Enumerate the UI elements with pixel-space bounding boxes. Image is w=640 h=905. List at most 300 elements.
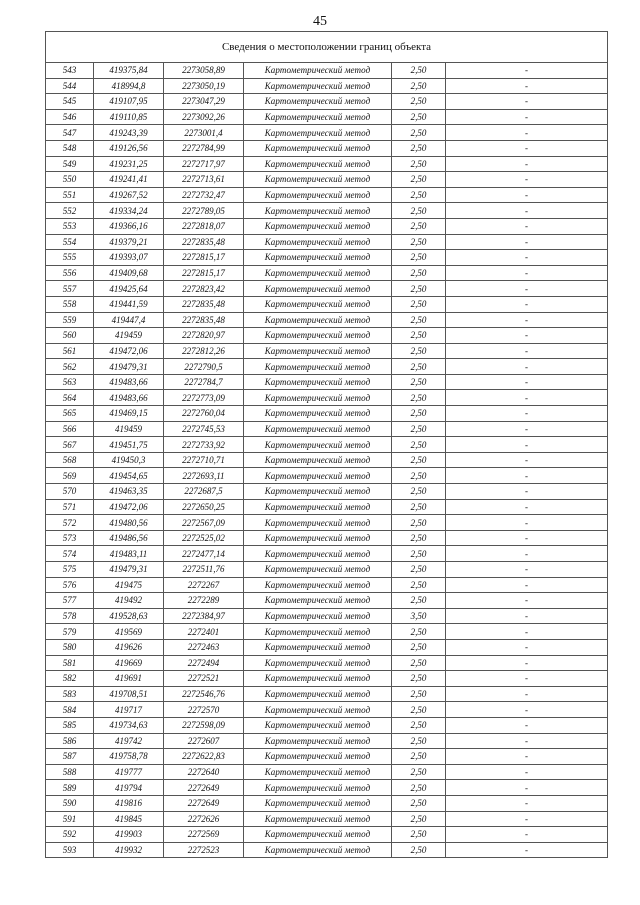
y-coordinate-cell: 2272760,04 [164, 406, 244, 422]
point-number-cell: 564 [46, 390, 94, 406]
point-number-cell: 555 [46, 250, 94, 266]
x-coordinate-cell: 419758,78 [94, 749, 164, 765]
accuracy-cell: 2,50 [392, 655, 446, 671]
accuracy-cell: 2,50 [392, 328, 446, 344]
table-row [46, 94, 608, 110]
point-number-cell: 563 [46, 374, 94, 390]
x-coordinate-cell: 419451,75 [94, 437, 164, 453]
description-cell: - [446, 359, 608, 375]
method-cell: Картометрический метод [244, 203, 392, 219]
x-coordinate-cell: 419492 [94, 593, 164, 609]
method-cell: Картометрический метод [244, 172, 392, 188]
description-cell: - [446, 671, 608, 687]
table-row [46, 468, 608, 484]
x-coordinate-cell: 419441,59 [94, 296, 164, 312]
method-cell: Картометрический метод [244, 811, 392, 827]
point-number-cell: 557 [46, 281, 94, 297]
accuracy-cell: 2,50 [392, 437, 446, 453]
accuracy-cell: 2,50 [392, 530, 446, 546]
description-cell: - [446, 717, 608, 733]
x-coordinate-cell: 419669 [94, 655, 164, 671]
x-coordinate-cell: 419366,16 [94, 218, 164, 234]
point-number-cell: 565 [46, 406, 94, 422]
x-coordinate-cell: 419816 [94, 795, 164, 811]
method-cell: Картометрический метод [244, 234, 392, 250]
y-coordinate-cell: 2272494 [164, 655, 244, 671]
description-cell: - [446, 733, 608, 749]
table-row [46, 125, 608, 141]
point-number-cell: 593 [46, 842, 94, 858]
description-cell: - [446, 265, 608, 281]
method-cell: Картометрический метод [244, 686, 392, 702]
table-row [46, 624, 608, 640]
method-cell: Картометрический метод [244, 546, 392, 562]
description-cell: - [446, 484, 608, 500]
y-coordinate-cell: 2272745,53 [164, 421, 244, 437]
point-number-cell: 584 [46, 702, 94, 718]
accuracy-cell: 2,50 [392, 281, 446, 297]
x-coordinate-cell: 419334,24 [94, 203, 164, 219]
accuracy-cell: 2,50 [392, 250, 446, 266]
table-row [46, 452, 608, 468]
y-coordinate-cell: 2273058,89 [164, 63, 244, 79]
x-coordinate-cell: 418994,8 [94, 78, 164, 94]
accuracy-cell: 2,50 [392, 172, 446, 188]
description-cell: - [446, 842, 608, 858]
description-cell: - [446, 811, 608, 827]
y-coordinate-cell: 2273050,19 [164, 78, 244, 94]
accuracy-cell: 2,50 [392, 593, 446, 609]
x-coordinate-cell: 419126,56 [94, 140, 164, 156]
accuracy-cell: 2,50 [392, 795, 446, 811]
point-number-cell: 546 [46, 109, 94, 125]
description-cell: - [446, 203, 608, 219]
accuracy-cell: 2,50 [392, 312, 446, 328]
table-row [46, 250, 608, 266]
x-coordinate-cell: 419932 [94, 842, 164, 858]
table-row [46, 749, 608, 765]
y-coordinate-cell: 2272823,42 [164, 281, 244, 297]
table-row [46, 717, 608, 733]
y-coordinate-cell: 2272789,05 [164, 203, 244, 219]
x-coordinate-cell: 419472,06 [94, 343, 164, 359]
description-cell: - [446, 624, 608, 640]
y-coordinate-cell: 2272626 [164, 811, 244, 827]
x-coordinate-cell: 419626 [94, 639, 164, 655]
description-cell: - [446, 125, 608, 141]
table-row [46, 515, 608, 531]
table-row [46, 811, 608, 827]
method-cell: Картометрический метод [244, 499, 392, 515]
accuracy-cell: 2,50 [392, 764, 446, 780]
method-cell: Картометрический метод [244, 312, 392, 328]
method-cell: Картометрический метод [244, 452, 392, 468]
table-row [46, 265, 608, 281]
description-cell: - [446, 94, 608, 110]
x-coordinate-cell: 419425,64 [94, 281, 164, 297]
method-cell: Картометрический метод [244, 218, 392, 234]
accuracy-cell: 2,50 [392, 203, 446, 219]
table-row [46, 296, 608, 312]
x-coordinate-cell: 419107,95 [94, 94, 164, 110]
point-number-cell: 588 [46, 764, 94, 780]
y-coordinate-cell: 2272569 [164, 827, 244, 843]
y-coordinate-cell: 2272815,17 [164, 265, 244, 281]
method-cell: Картометрический метод [244, 328, 392, 344]
point-number-cell: 554 [46, 234, 94, 250]
table-row [46, 686, 608, 702]
accuracy-cell: 2,50 [392, 359, 446, 375]
point-number-cell: 556 [46, 265, 94, 281]
point-number-cell: 572 [46, 515, 94, 531]
point-number-cell: 577 [46, 593, 94, 609]
y-coordinate-cell: 2272713,61 [164, 172, 244, 188]
method-cell: Картометрический метод [244, 359, 392, 375]
x-coordinate-cell: 419734,63 [94, 717, 164, 733]
accuracy-cell: 2,50 [392, 390, 446, 406]
y-coordinate-cell: 2272649 [164, 795, 244, 811]
point-number-cell: 581 [46, 655, 94, 671]
method-cell: Картометрический метод [244, 390, 392, 406]
accuracy-cell: 2,50 [392, 562, 446, 578]
x-coordinate-cell: 419569 [94, 624, 164, 640]
point-number-cell: 586 [46, 733, 94, 749]
x-coordinate-cell: 419409,68 [94, 265, 164, 281]
table-row [46, 359, 608, 375]
point-number-cell: 553 [46, 218, 94, 234]
method-cell: Картометрический метод [244, 94, 392, 110]
y-coordinate-cell: 2272511,76 [164, 562, 244, 578]
accuracy-cell: 2,50 [392, 733, 446, 749]
method-cell: Картометрический метод [244, 780, 392, 796]
table-row [46, 842, 608, 858]
table-row [46, 780, 608, 796]
description-cell: - [446, 140, 608, 156]
table-row [46, 374, 608, 390]
x-coordinate-cell: 419231,25 [94, 156, 164, 172]
table-row [46, 655, 608, 671]
x-coordinate-cell: 419241,41 [94, 172, 164, 188]
table-row [46, 156, 608, 172]
x-coordinate-cell: 419267,52 [94, 187, 164, 203]
accuracy-cell: 2,50 [392, 374, 446, 390]
y-coordinate-cell: 2272815,17 [164, 250, 244, 266]
y-coordinate-cell: 2272607 [164, 733, 244, 749]
point-number-cell: 585 [46, 717, 94, 733]
y-coordinate-cell: 2272570 [164, 702, 244, 718]
point-number-cell: 590 [46, 795, 94, 811]
method-cell: Картометрический метод [244, 468, 392, 484]
point-number-cell: 550 [46, 172, 94, 188]
method-cell: Картометрический метод [244, 187, 392, 203]
table-row [46, 343, 608, 359]
table-row [46, 390, 608, 406]
point-number-cell: 571 [46, 499, 94, 515]
point-number-cell: 575 [46, 562, 94, 578]
point-number-cell: 578 [46, 608, 94, 624]
description-cell: - [446, 546, 608, 562]
accuracy-cell: 2,50 [392, 484, 446, 500]
description-cell: - [446, 312, 608, 328]
y-coordinate-cell: 2272835,48 [164, 312, 244, 328]
description-cell: - [446, 702, 608, 718]
table-row [46, 218, 608, 234]
y-coordinate-cell: 2272463 [164, 639, 244, 655]
x-coordinate-cell: 419480,56 [94, 515, 164, 531]
method-cell: Картометрический метод [244, 577, 392, 593]
y-coordinate-cell: 2272546,76 [164, 686, 244, 702]
accuracy-cell: 2,50 [392, 140, 446, 156]
accuracy-cell: 2,50 [392, 406, 446, 422]
point-number-cell: 562 [46, 359, 94, 375]
description-cell: - [446, 795, 608, 811]
x-coordinate-cell: 419450,3 [94, 452, 164, 468]
table-row [46, 795, 608, 811]
method-cell: Картометрический метод [244, 671, 392, 687]
description-cell: - [446, 639, 608, 655]
accuracy-cell: 2,50 [392, 702, 446, 718]
y-coordinate-cell: 2272835,48 [164, 234, 244, 250]
x-coordinate-cell: 419903 [94, 827, 164, 843]
method-cell: Картометрический метод [244, 655, 392, 671]
accuracy-cell: 2,50 [392, 78, 446, 94]
y-coordinate-cell: 2273001,4 [164, 125, 244, 141]
description-cell: - [446, 156, 608, 172]
table-title: Сведения о местоположении границ объекта [46, 32, 608, 63]
y-coordinate-cell: 2272525,02 [164, 530, 244, 546]
y-coordinate-cell: 2272693,11 [164, 468, 244, 484]
table-row [46, 546, 608, 562]
x-coordinate-cell: 419459 [94, 328, 164, 344]
point-number-cell: 561 [46, 343, 94, 359]
x-coordinate-cell: 419454,65 [94, 468, 164, 484]
point-number-cell: 545 [46, 94, 94, 110]
point-number-cell: 543 [46, 63, 94, 79]
y-coordinate-cell: 2272401 [164, 624, 244, 640]
description-cell: - [446, 764, 608, 780]
x-coordinate-cell: 419742 [94, 733, 164, 749]
accuracy-cell: 2,50 [392, 296, 446, 312]
point-number-cell: 551 [46, 187, 94, 203]
table-row [46, 484, 608, 500]
x-coordinate-cell: 419486,56 [94, 530, 164, 546]
x-coordinate-cell: 419691 [94, 671, 164, 687]
table-row [46, 702, 608, 718]
x-coordinate-cell: 419472,06 [94, 499, 164, 515]
table-row [46, 281, 608, 297]
y-coordinate-cell: 2273047,29 [164, 94, 244, 110]
x-coordinate-cell: 419777 [94, 764, 164, 780]
x-coordinate-cell: 419479,31 [94, 359, 164, 375]
accuracy-cell: 2,50 [392, 468, 446, 484]
method-cell: Картометрический метод [244, 406, 392, 422]
method-cell: Картометрический метод [244, 156, 392, 172]
description-cell: - [446, 296, 608, 312]
table-row [46, 499, 608, 515]
x-coordinate-cell: 419717 [94, 702, 164, 718]
table-row [46, 562, 608, 578]
y-coordinate-cell: 2272384,97 [164, 608, 244, 624]
method-cell: Картометрический метод [244, 250, 392, 266]
y-coordinate-cell: 2272477,14 [164, 546, 244, 562]
x-coordinate-cell: 419845 [94, 811, 164, 827]
method-cell: Картометрический метод [244, 608, 392, 624]
description-cell: - [446, 172, 608, 188]
y-coordinate-cell: 2272650,25 [164, 499, 244, 515]
accuracy-cell: 2,50 [392, 218, 446, 234]
description-cell: - [446, 530, 608, 546]
table-body [46, 32, 608, 858]
method-cell: Картометрический метод [244, 515, 392, 531]
table-row [46, 78, 608, 94]
point-number-cell: 580 [46, 639, 94, 655]
table-row [46, 827, 608, 843]
y-coordinate-cell: 2272784,99 [164, 140, 244, 156]
table-row [46, 172, 608, 188]
x-coordinate-cell: 419479,31 [94, 562, 164, 578]
method-cell: Картометрический метод [244, 421, 392, 437]
method-cell: Картометрический метод [244, 530, 392, 546]
x-coordinate-cell: 419447,4 [94, 312, 164, 328]
point-number-cell: 544 [46, 78, 94, 94]
accuracy-cell: 2,50 [392, 717, 446, 733]
description-cell: - [446, 468, 608, 484]
method-cell: Картометрический метод [244, 125, 392, 141]
description-cell: - [446, 655, 608, 671]
method-cell: Картометрический метод [244, 764, 392, 780]
point-number-cell: 548 [46, 140, 94, 156]
accuracy-cell: 2,50 [392, 515, 446, 531]
accuracy-cell: 2,50 [392, 343, 446, 359]
point-number-cell: 569 [46, 468, 94, 484]
y-coordinate-cell: 2272818,07 [164, 218, 244, 234]
x-coordinate-cell: 419475 [94, 577, 164, 593]
description-cell: - [446, 452, 608, 468]
description-cell: - [446, 78, 608, 94]
x-coordinate-cell: 419794 [94, 780, 164, 796]
accuracy-cell: 2,50 [392, 639, 446, 655]
accuracy-cell: 2,50 [392, 546, 446, 562]
description-cell: - [446, 109, 608, 125]
point-number-cell: 576 [46, 577, 94, 593]
y-coordinate-cell: 2272835,48 [164, 296, 244, 312]
y-coordinate-cell: 2272687,5 [164, 484, 244, 500]
description-cell: - [446, 515, 608, 531]
point-number-cell: 552 [46, 203, 94, 219]
table-title-row [46, 32, 608, 63]
description-cell: - [446, 250, 608, 266]
description-cell: - [446, 187, 608, 203]
point-number-cell: 574 [46, 546, 94, 562]
method-cell: Картометрический метод [244, 343, 392, 359]
description-cell: - [446, 406, 608, 422]
table-row [46, 437, 608, 453]
table-row [46, 109, 608, 125]
y-coordinate-cell: 2272790,5 [164, 359, 244, 375]
method-cell: Картометрический метод [244, 749, 392, 765]
point-number-cell: 592 [46, 827, 94, 843]
x-coordinate-cell: 419379,21 [94, 234, 164, 250]
x-coordinate-cell: 419483,66 [94, 390, 164, 406]
table-row [46, 530, 608, 546]
accuracy-cell: 2,50 [392, 671, 446, 687]
method-cell: Картометрический метод [244, 281, 392, 297]
method-cell: Картометрический метод [244, 437, 392, 453]
table-row [46, 421, 608, 437]
y-coordinate-cell: 2272567,09 [164, 515, 244, 531]
accuracy-cell: 2,50 [392, 63, 446, 79]
point-number-cell: 567 [46, 437, 94, 453]
description-cell: - [446, 421, 608, 437]
y-coordinate-cell: 2272812,26 [164, 343, 244, 359]
x-coordinate-cell: 419483,11 [94, 546, 164, 562]
point-number-cell: 547 [46, 125, 94, 141]
x-coordinate-cell: 419375,84 [94, 63, 164, 79]
accuracy-cell: 2,50 [392, 234, 446, 250]
description-cell: - [446, 499, 608, 515]
x-coordinate-cell: 419459 [94, 421, 164, 437]
description-cell: - [446, 437, 608, 453]
x-coordinate-cell: 419243,39 [94, 125, 164, 141]
method-cell: Картометрический метод [244, 562, 392, 578]
point-number-cell: 582 [46, 671, 94, 687]
accuracy-cell: 2,50 [392, 749, 446, 765]
method-cell: Картометрический метод [244, 265, 392, 281]
accuracy-cell: 3,50 [392, 608, 446, 624]
method-cell: Картометрический метод [244, 374, 392, 390]
point-number-cell: 559 [46, 312, 94, 328]
y-coordinate-cell: 2272649 [164, 780, 244, 796]
x-coordinate-cell: 419483,66 [94, 374, 164, 390]
point-number-cell: 583 [46, 686, 94, 702]
description-cell: - [446, 390, 608, 406]
accuracy-cell: 2,50 [392, 156, 446, 172]
y-coordinate-cell: 2272523 [164, 842, 244, 858]
y-coordinate-cell: 2272598,09 [164, 717, 244, 733]
method-cell: Картометрический метод [244, 78, 392, 94]
accuracy-cell: 2,50 [392, 686, 446, 702]
boundary-table [45, 31, 608, 858]
method-cell: Картометрический метод [244, 827, 392, 843]
description-cell: - [446, 328, 608, 344]
accuracy-cell: 2,50 [392, 452, 446, 468]
point-number-cell: 568 [46, 452, 94, 468]
method-cell: Картометрический метод [244, 624, 392, 640]
table-row [46, 593, 608, 609]
table-row [46, 187, 608, 203]
description-cell: - [446, 593, 608, 609]
point-number-cell: 570 [46, 484, 94, 500]
table-row [46, 328, 608, 344]
y-coordinate-cell: 2272773,09 [164, 390, 244, 406]
x-coordinate-cell: 419528,63 [94, 608, 164, 624]
accuracy-cell: 2,50 [392, 577, 446, 593]
description-cell: - [446, 686, 608, 702]
y-coordinate-cell: 2272622,83 [164, 749, 244, 765]
method-cell: Картометрический метод [244, 717, 392, 733]
y-coordinate-cell: 2272640 [164, 764, 244, 780]
description-cell: - [446, 562, 608, 578]
table-row [46, 671, 608, 687]
description-cell: - [446, 608, 608, 624]
accuracy-cell: 2,50 [392, 499, 446, 515]
description-cell: - [446, 749, 608, 765]
accuracy-cell: 2,50 [392, 624, 446, 640]
point-number-cell: 566 [46, 421, 94, 437]
accuracy-cell: 2,50 [392, 265, 446, 281]
description-cell: - [446, 234, 608, 250]
table-row [46, 203, 608, 219]
